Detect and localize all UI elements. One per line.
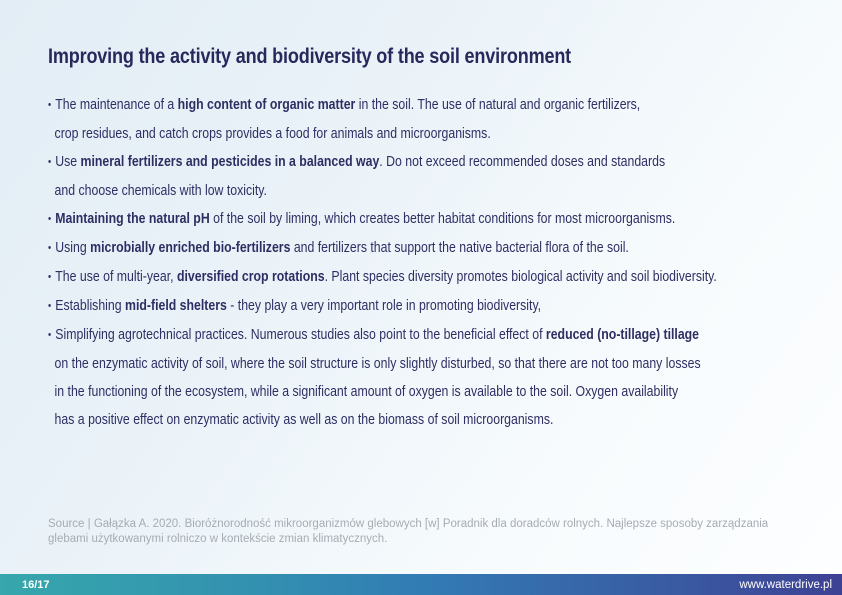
bullet-line [48,205,683,234]
bullet-line-continued [48,120,683,148]
bullet-text: . Do not exceed recommended doses and standards [379,153,666,170]
bullet-text: in the functioning of the ecosystem, while a significant amount of oxygen is available to the soil. Oxygen availability [54,383,679,400]
bullet-text-bold: mid-field shelters [125,297,227,314]
bullet-text: The maintenance of a [55,96,178,113]
bullet-item [48,321,701,434]
bullet-item [48,234,683,263]
bullet-line-continued [48,350,701,378]
bullet-line [48,292,683,321]
bullet-text: and choose chemicals with low toxicity. [54,182,267,199]
bullet-text-bold: high content of organic matter [177,96,356,113]
bullet-dot: • [48,156,52,168]
source-citation [48,517,768,546]
source-line: glebami użytkowanymi rolniczo w kontekście zmian klimatycznych. [48,532,388,545]
bullet-text: crop residues, and catch crops provides a food for animals and microorganisms. [54,125,491,142]
bullet-text-bold: Maintaining the natural pH [55,210,210,227]
bullet-text-bold: mineral fertilizers and pesticides in a balanced way [80,153,380,170]
bullet-dot: • [48,213,52,225]
bullet-item [48,148,683,205]
bullet-text-bold: diversified crop rotations [176,268,325,285]
bullet-text: on the enzymatic activity of soil, where the soil structure is only slightly disturbed, so that there are not too many losses [54,355,701,372]
bullet-text-bold: microbially enriched bio-fertilizers [90,239,291,256]
bullet-line [48,321,700,350]
bullet-line [48,91,683,120]
bullet-line-continued [48,378,683,406]
bullet-text: - they play a very important role in promoting biodiversity, [226,297,542,314]
bullet-dot: • [48,242,52,254]
bullet-text: Establishing [55,297,126,314]
bullet-text: Using [55,239,91,256]
bullet-text: Simplifying agrotechnical practices. Numerous studies also point to the beneficial effect of [55,326,546,343]
bullet-text: and fertilizers that support the native bacterial flora of the soil. [290,239,629,256]
bullet-text: The use of multi-year, [55,268,177,285]
website-link[interactable]: www.waterdrive.pl [739,578,832,591]
bullet-item [48,91,683,148]
bullet-text: in the soil. The use of natural and organic fertilizers, [355,96,641,113]
footer-bar [0,574,842,595]
bullet-text: has a positive effect on enzymatic activity as well as on the biomass of soil microorganisms. [54,411,554,428]
bullet-line-continued [48,177,683,205]
bullet-line-continued [48,406,683,434]
source-line: Source | Gałązka A. 2020. Bioróżnorodność mikroorganizmów glebowych [w] Poradnik dla doradców rolnych. Najlepsze sposoby zarządzania [48,518,769,530]
bullet-text: . Plant species diversity promotes biological activity and soil biodiversity. [324,268,717,285]
bullet-item [48,263,717,292]
bullet-dot: • [48,300,52,312]
bullet-line [48,148,683,177]
bullet-item [48,205,683,234]
bullet-dot: • [48,99,52,111]
bullet-dot: • [48,271,52,283]
bullet-line [48,234,683,263]
bullet-list [48,91,717,434]
bullet-line [48,263,717,292]
bullet-text-bold: reduced (no-tillage) tillage [545,326,700,343]
bullet-dot: • [48,329,52,341]
page-number: 16/17 [22,578,50,591]
slide-content [48,44,822,434]
bullet-text: of the soil by liming, which creates better habitat conditions for most microorganisms. [209,210,676,227]
bullet-text: Use [55,153,81,170]
bullet-item [48,292,683,321]
page-title: Improving the activity and biodiversity of the soil environment [48,45,572,68]
